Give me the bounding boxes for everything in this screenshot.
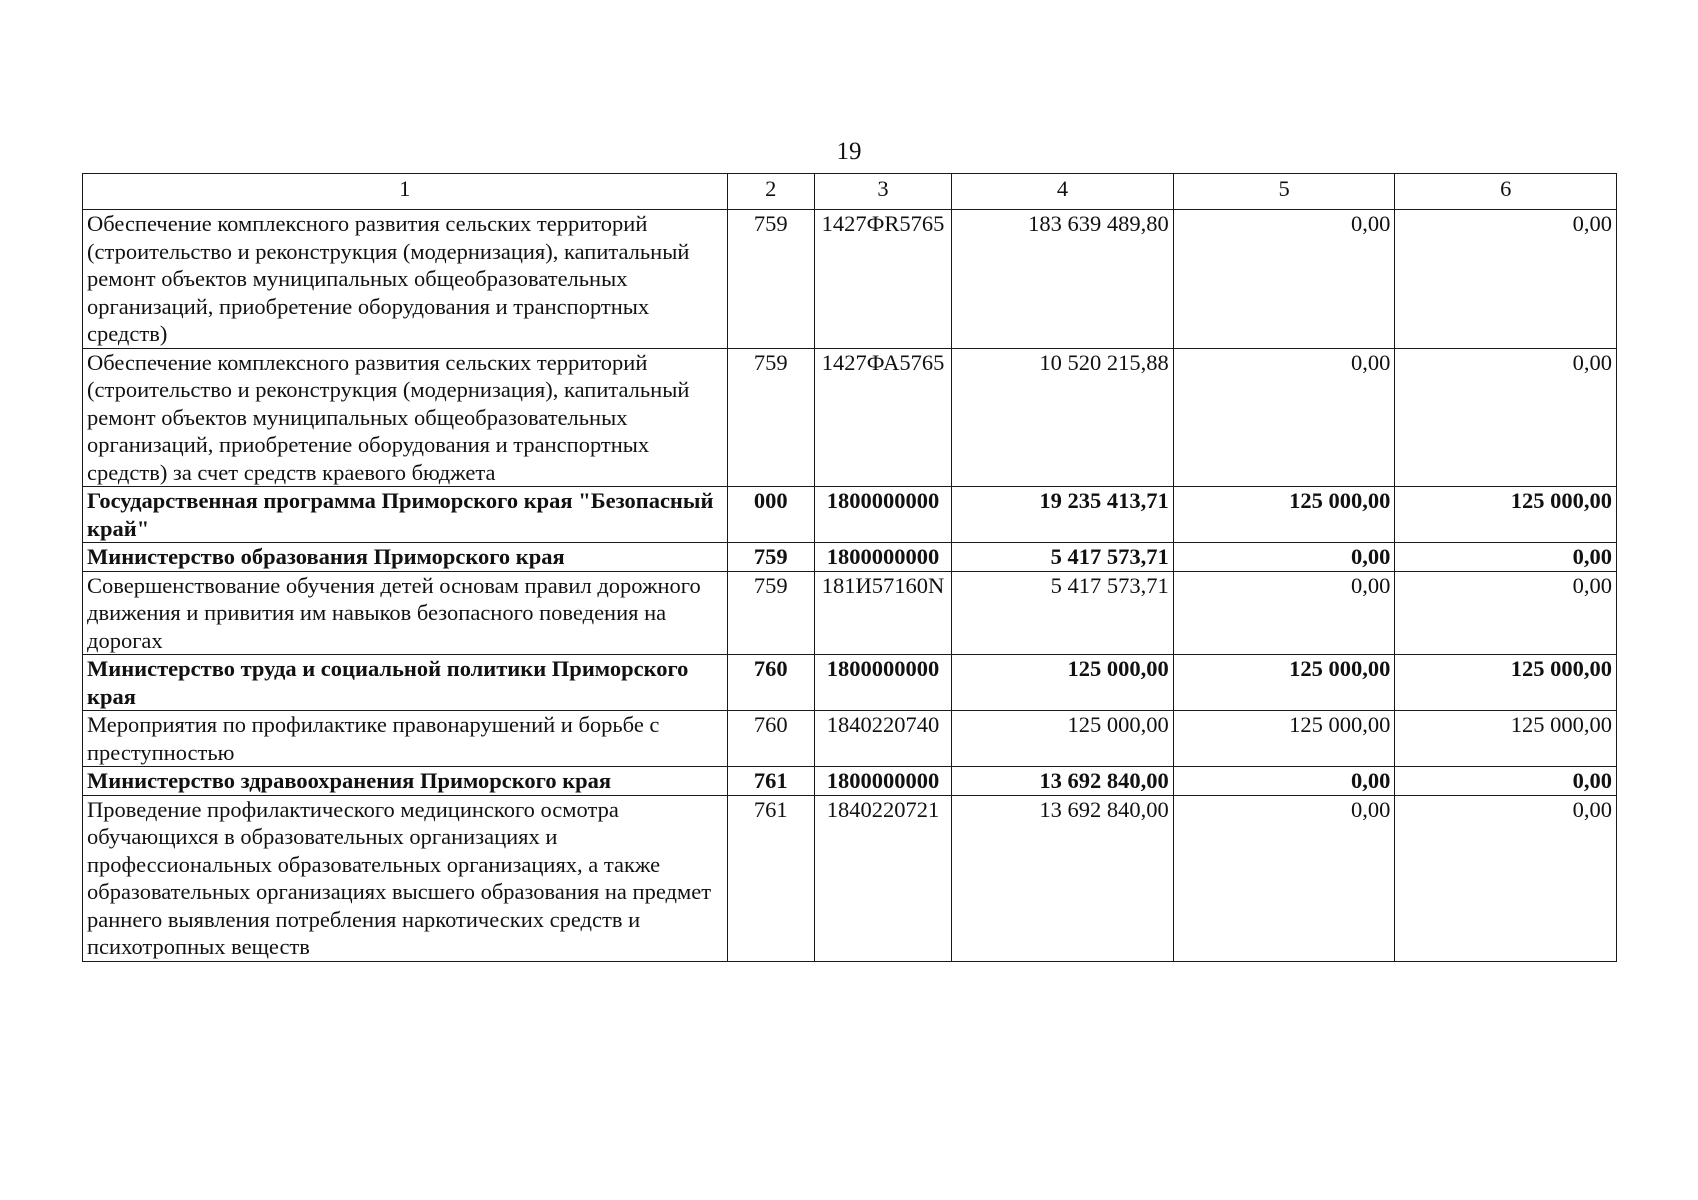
table-row-ministry-total [83,655,1617,711]
row-name: Обеспечение комплексного развития сельских территорий (строительство и реконструкция (модернизация), капитальный ремонт объектов муниципальных общеобразовательных организаций, приобретение оборудования и транспортных средств) за счет средств краевого бюджета [83,348,728,487]
row-amount-col5: 0,00 [1173,210,1395,349]
table-row [83,711,1617,767]
row-amount-col5: 125 000,00 [1173,711,1395,767]
row-grbs-code: 759 [727,348,814,487]
row-name: Мероприятия по профилактике правонарушений и борьбе с преступностью [83,711,728,767]
header-col-3: 3 [814,174,951,210]
row-amount-col5: 125 000,00 [1173,655,1395,711]
table-row [83,795,1617,961]
page-number: 19 [836,138,862,165]
row-grbs-code: 760 [727,711,814,767]
row-amount-col5: 0,00 [1173,795,1395,961]
row-csr-code: 1800000000 [814,767,951,796]
row-amount-col6: 125 000,00 [1395,711,1617,767]
row-csr-code: 1800000000 [814,543,951,572]
row-amount-col6: 0,00 [1395,543,1617,572]
header-col-4: 4 [952,174,1174,210]
row-csr-code: 1800000000 [814,487,951,543]
row-csr-code: 1840220721 [814,795,951,961]
table-row-ministry-total [83,767,1617,796]
row-amount-col5: 0,00 [1173,767,1395,796]
row-amount-col4: 19 235 413,71 [952,487,1174,543]
header-col-1: 1 [83,174,728,210]
row-csr-code: 1840220740 [814,711,951,767]
header-col-5: 5 [1173,174,1395,210]
row-amount-col6: 0,00 [1395,210,1617,349]
table-header-row [83,174,1617,210]
row-name: Министерство здравоохранения Приморского края [83,767,728,796]
table-row [83,348,1617,487]
row-grbs-code: 759 [727,543,814,572]
table-row [83,571,1617,655]
row-grbs-code: 000 [727,487,814,543]
row-csr-code: 1427ФА5765 [814,348,951,487]
header-col-2: 2 [727,174,814,210]
row-amount-col6: 0,00 [1395,348,1617,487]
row-amount-col6: 0,00 [1395,767,1617,796]
row-amount-col6: 0,00 [1395,571,1617,655]
row-name: Проведение профилактического медицинского осмотра обучающихся в образовательных организациях и профессиональных образовательных организациях, а также образовательных организациях высшего образования на предмет раннего выявления потребления наркотических средств и психотропных веществ [83,795,728,961]
row-amount-col4: 125 000,00 [952,711,1174,767]
row-grbs-code: 759 [727,210,814,349]
table-row [83,210,1617,349]
table-row-program-total [83,487,1617,543]
header-col-6: 6 [1395,174,1617,210]
row-csr-code: 1800000000 [814,655,951,711]
row-amount-col5: 125 000,00 [1173,487,1395,543]
row-name: Обеспечение комплексного развития сельских территорий (строительство и реконструкция (модернизация), капитальный ремонт объектов муниципальных общеобразовательных организаций, приобретение оборудования и транспортных средств) [83,210,728,349]
row-amount-col4: 125 000,00 [952,655,1174,711]
table-row-ministry-total [83,543,1617,572]
row-amount-col4: 13 692 840,00 [952,795,1174,961]
row-grbs-code: 759 [727,571,814,655]
row-amount-col4: 10 520 215,88 [952,348,1174,487]
row-grbs-code: 761 [727,767,814,796]
row-csr-code: 181И57160N [814,571,951,655]
row-name: Государственная программа Приморского края "Безопасный край" [83,487,728,543]
row-amount-col4: 183 639 489,80 [952,210,1174,349]
row-name: Министерство труда и социальной политики Приморского края [83,655,728,711]
row-amount-col6: 0,00 [1395,795,1617,961]
row-amount-col4: 13 692 840,00 [952,767,1174,796]
row-name: Министерство образования Приморского края [83,543,728,572]
row-amount-col6: 125 000,00 [1395,655,1617,711]
row-grbs-code: 760 [727,655,814,711]
row-amount-col5: 0,00 [1173,543,1395,572]
row-grbs-code: 761 [727,795,814,961]
row-amount-col4: 5 417 573,71 [952,571,1174,655]
row-name: Совершенствование обучения детей основам правил дорожного движения и привития им навыков безопасного поведения на дорогах [83,571,728,655]
row-csr-code: 1427ФR5765 [814,210,951,349]
row-amount-col5: 0,00 [1173,348,1395,487]
row-amount-col4: 5 417 573,71 [952,543,1174,572]
row-amount-col6: 125 000,00 [1395,487,1617,543]
budget-table [82,173,1617,962]
row-amount-col5: 0,00 [1173,571,1395,655]
